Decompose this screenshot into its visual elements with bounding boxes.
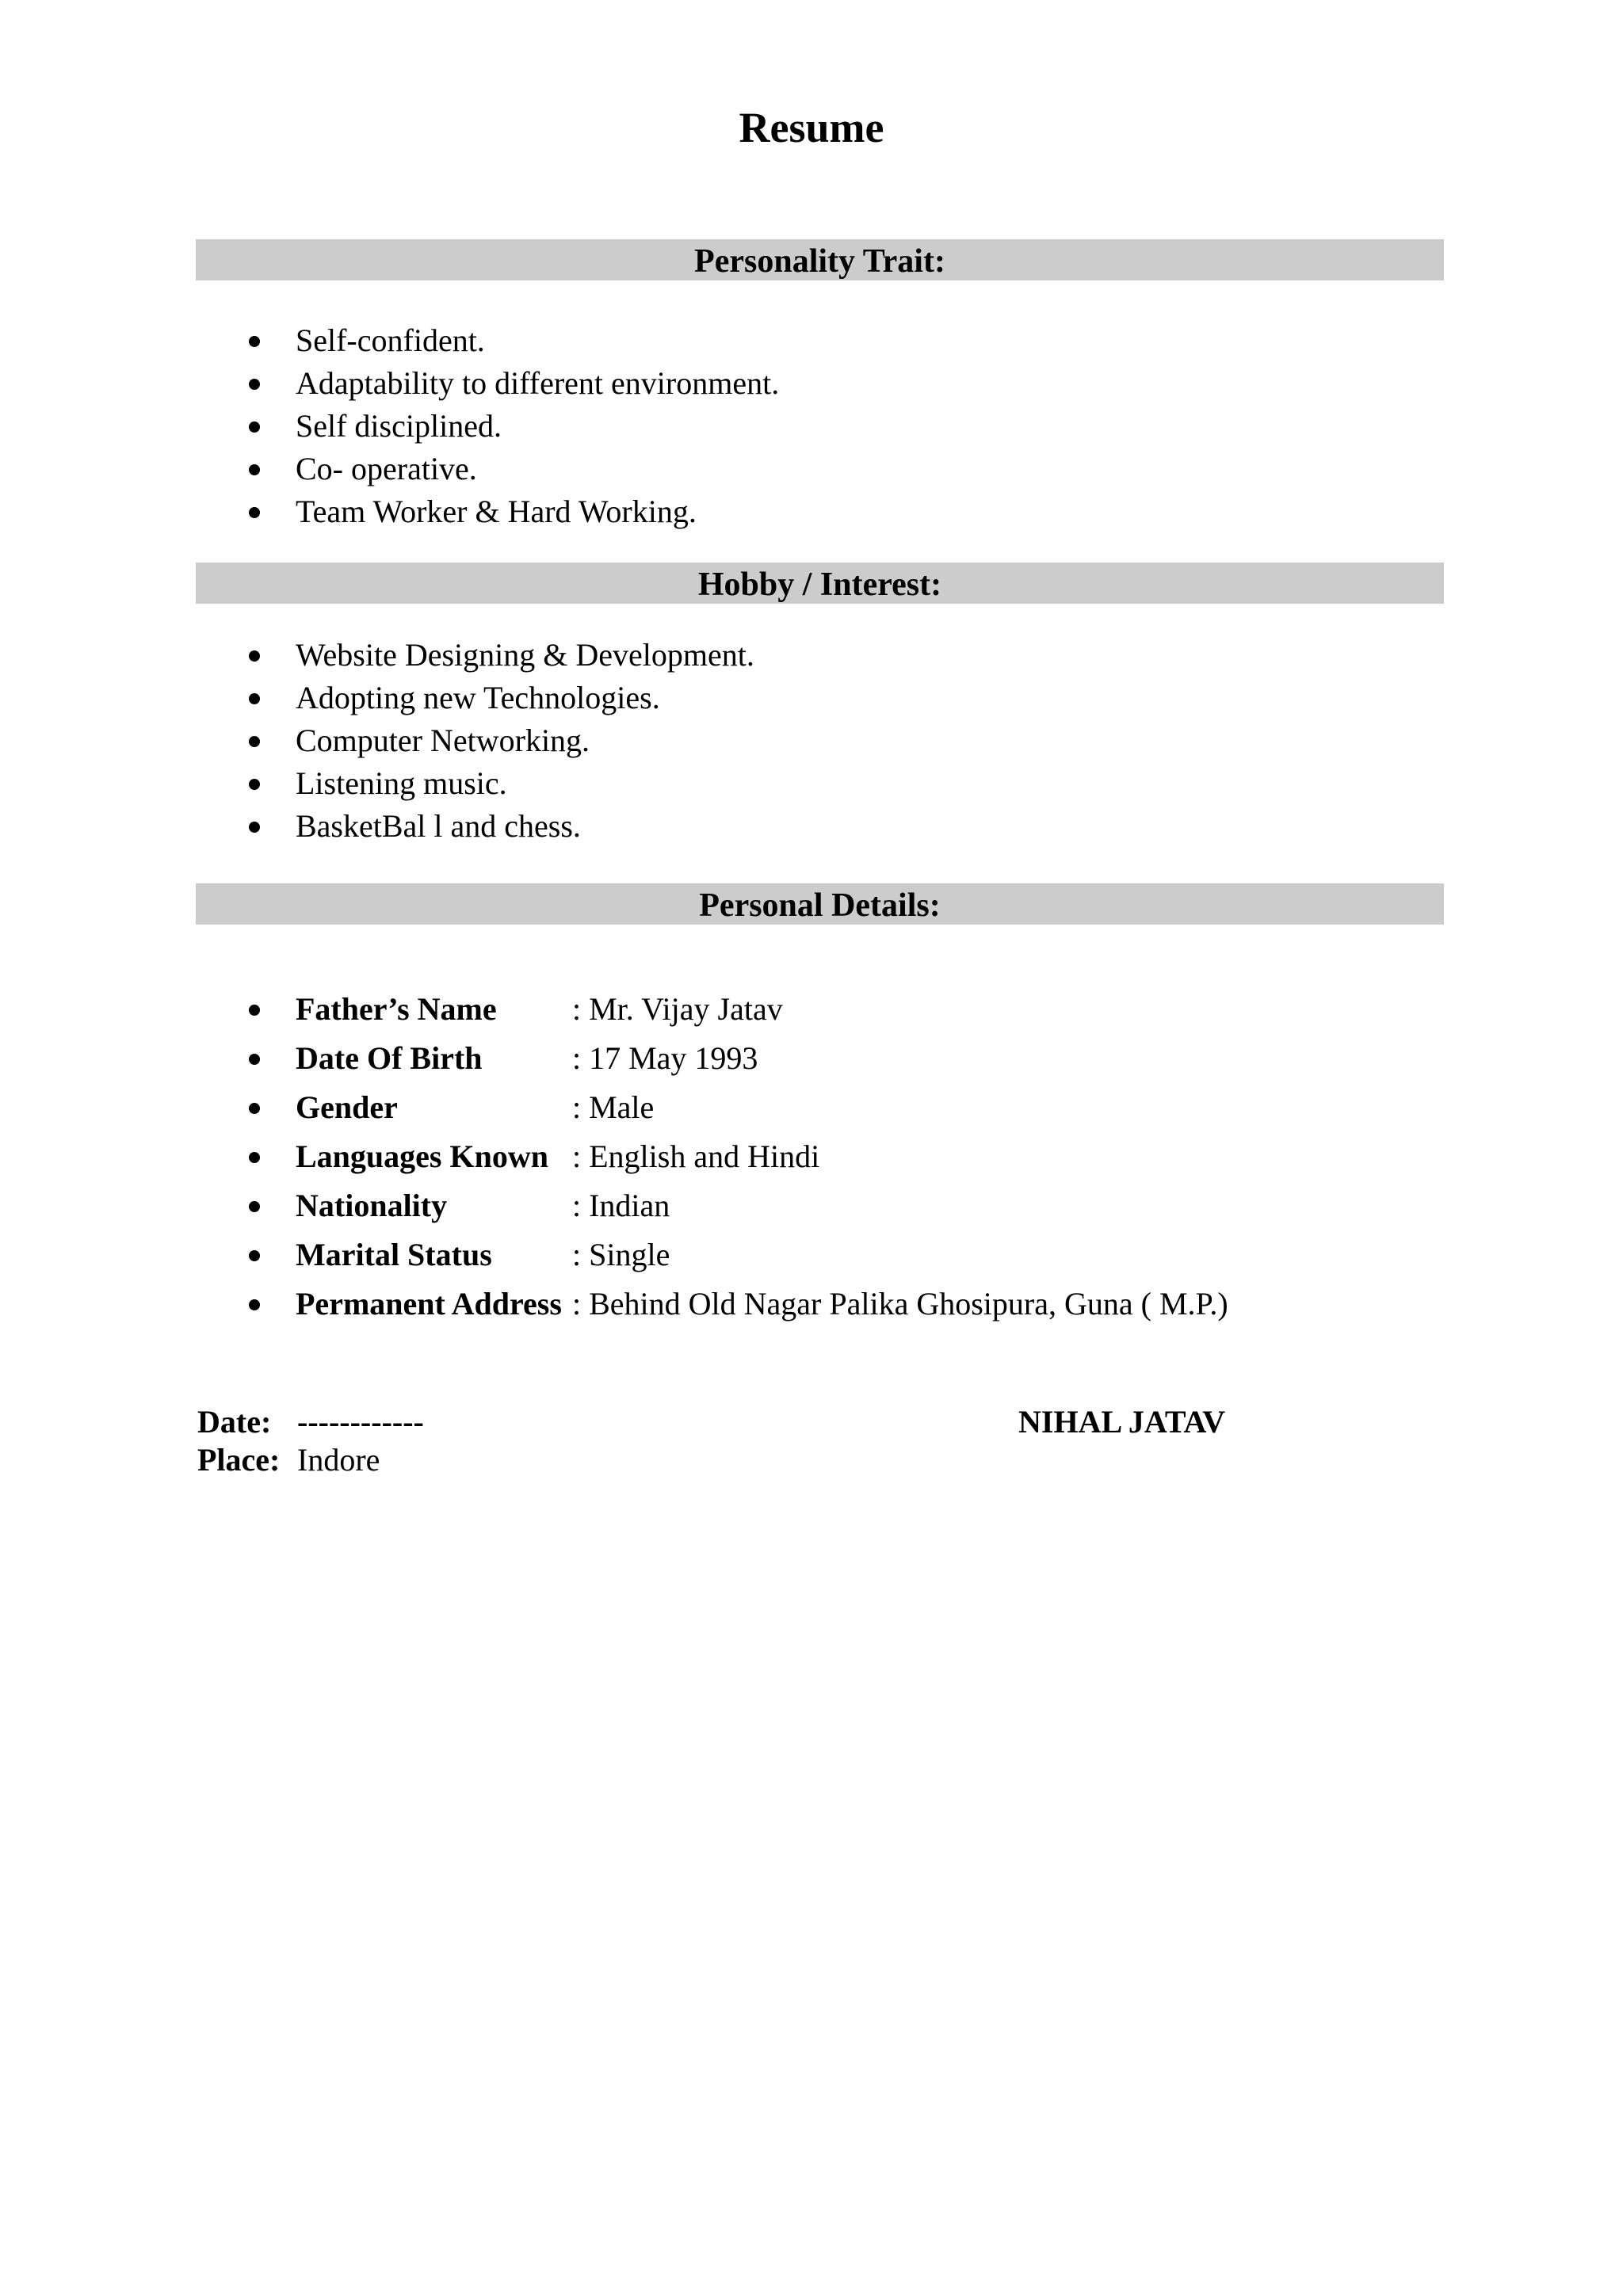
- signature-name: NIHAL JATAV: [1018, 1404, 1226, 1440]
- detail-value: : 17 May 1993: [572, 1040, 758, 1076]
- list-item: BasketBal l and chess.: [0, 805, 754, 848]
- detail-label: Father’s Name: [296, 991, 497, 1027]
- section-header-hobby: Hobby / Interest:: [196, 563, 1444, 604]
- section-header-personal-details: Personal Details:: [196, 883, 1444, 925]
- detail-value: : Behind Old Nagar Palika Ghosipura, Guna ( M.P.): [572, 1286, 1228, 1322]
- list-item: Team Worker & Hard Working.: [0, 490, 779, 533]
- detail-label: Permanent Address: [296, 1286, 562, 1322]
- list-item: Self disciplined.: [0, 405, 779, 448]
- list-item: Co- operative.: [0, 448, 779, 490]
- detail-label: Marital Status: [296, 1237, 492, 1272]
- place-label: Place:: [197, 1442, 281, 1478]
- list-item: Adaptability to different environment.: [0, 362, 779, 405]
- detail-value: : Mr. Vijay Jatav: [572, 991, 783, 1027]
- detail-label: Date Of Birth: [296, 1040, 483, 1076]
- detail-value: : Single: [572, 1237, 670, 1272]
- list-item: Listening music.: [0, 762, 754, 805]
- detail-label: Gender: [296, 1089, 398, 1125]
- list-item: Computer Networking.: [0, 719, 754, 762]
- list-item: Adopting new Technologies.: [0, 677, 754, 719]
- hobby-list: [0, 634, 754, 848]
- list-item: Website Designing & Development.: [0, 634, 754, 677]
- footer-place: [197, 1440, 380, 1480]
- section-header-personality: Personality Trait:: [196, 239, 1444, 280]
- personality-list: [0, 319, 779, 533]
- detail-label: Nationality: [296, 1188, 448, 1223]
- place-value: Indore: [297, 1442, 380, 1478]
- detail-value: : Indian: [572, 1188, 670, 1223]
- date-value: ------------: [297, 1404, 424, 1440]
- detail-value: : English and Hindi: [572, 1138, 820, 1174]
- footer-date: [197, 1402, 424, 1442]
- date-label: Date:: [197, 1404, 272, 1440]
- list-item: Self-confident.: [0, 319, 779, 362]
- detail-value: : Male: [572, 1089, 655, 1125]
- detail-label: Languages Known: [296, 1138, 548, 1174]
- page-title: Resume: [739, 104, 884, 151]
